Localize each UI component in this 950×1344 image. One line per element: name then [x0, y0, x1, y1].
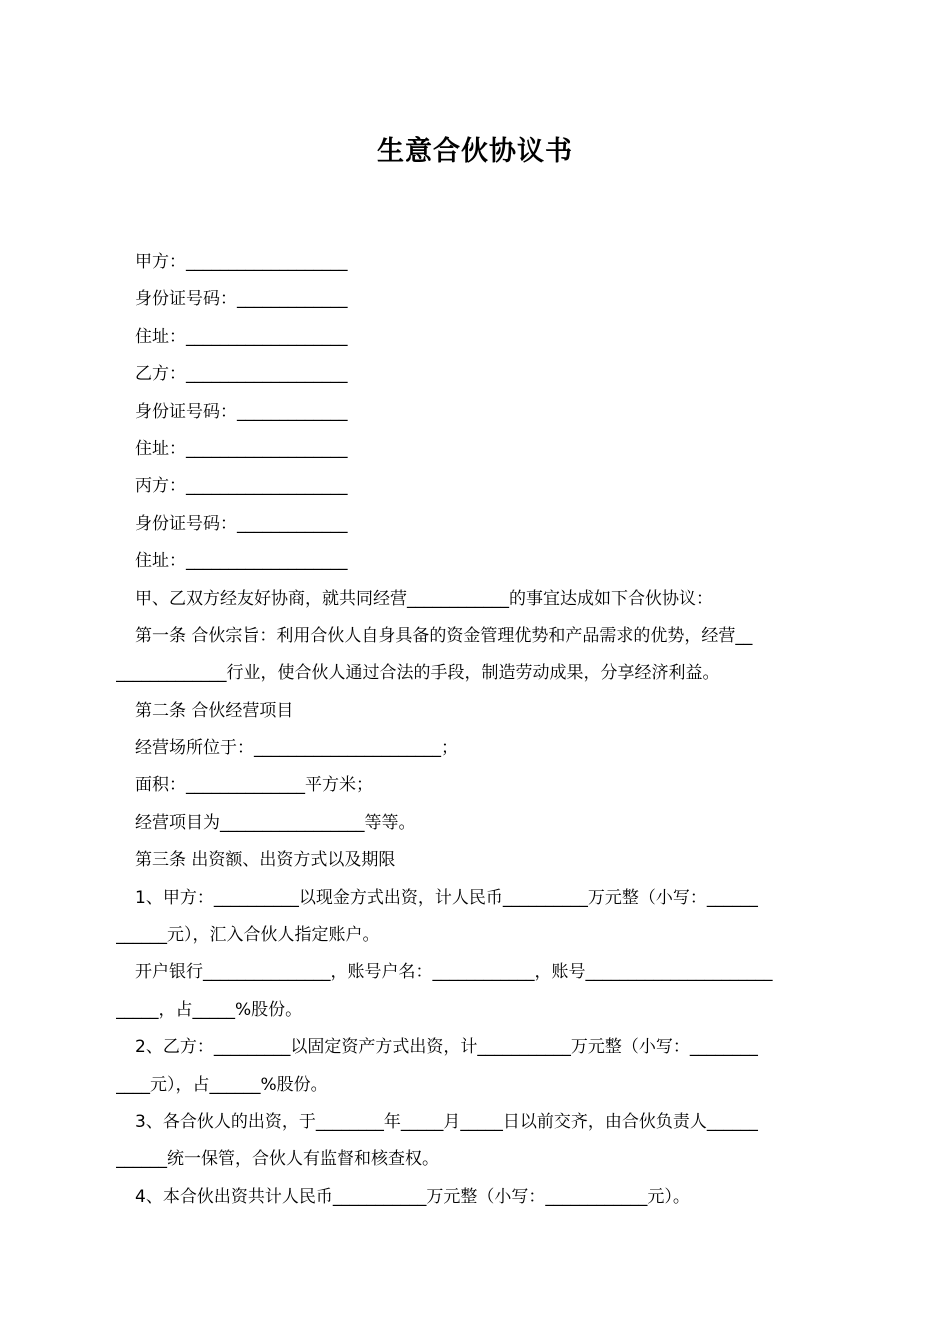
document-body — [116, 244, 836, 1216]
article-3-heading: 第三条 出资额、出资方式以及期限 — [135, 850, 396, 871]
party-b-id-line: 身份证号码：_____________ — [135, 401, 348, 422]
business-items-line: 经营项目为_________________等等。 — [135, 812, 416, 833]
bank-account-line-1: 开户银行_______________，账号户名：____________，账号______________________ — [135, 962, 773, 983]
area-line: 面积：______________平方米； — [135, 775, 373, 796]
party-b-address-line: 住址：___________________ — [135, 438, 348, 459]
bank-account-line-2: _____，占_____%股份。 — [116, 999, 303, 1020]
document-title: 生意合伙协议书 — [377, 136, 573, 167]
party-b-line: 乙方：___________________ — [135, 364, 348, 385]
party-c-address-line: 住址：___________________ — [135, 551, 348, 572]
article-1-line-2: _____________行业，使合伙人通过合法的手段，制造劳动成果，分享经济利益。 — [116, 663, 720, 684]
party-c-id-line: 身份证号码：_____________ — [135, 513, 348, 534]
business-location-line: 经营场所位于：______________________； — [135, 738, 458, 759]
agreement-intro-line: 甲、乙双方经友好协商，就共同经营____________的事宜达成如下合伙协议： — [135, 588, 713, 609]
party-a-address-line: 住址：___________________ — [135, 326, 348, 347]
contribution-deadline-line-2: ______统一保管，合伙人有监督和核查权。 — [116, 1149, 439, 1170]
party-a-contribution-line-2: ______元），汇入合伙人指定账户。 — [116, 925, 380, 946]
party-a-line: 甲方：___________________ — [135, 252, 348, 272]
article-2-heading: 第二条 合伙经营项目 — [135, 700, 294, 721]
total-contribution-line: 4、本合伙出资共计人民币___________万元整（小写：____________元）。 — [135, 1186, 690, 1207]
contribution-deadline-line-1: 3、各合伙人的出资，于________年_____月_____日以前交齐，由合伙负责人______ — [135, 1111, 758, 1132]
article-1-line-1: 第一条 合伙宗旨：利用合伙人自身具备的资金管理优势和产品需求的优势，经营__ — [135, 625, 753, 646]
party-a-contribution-line-1: 1、甲方：__________以现金方式出资，计人民币__________万元整（小写：______ — [135, 887, 758, 908]
party-a-id-line: 身份证号码：_____________ — [135, 289, 348, 310]
party-b-contribution-line-1: 2、乙方：_________以固定资产方式出资，计___________万元整（小写：________ — [135, 1037, 758, 1058]
party-c-line: 丙方：___________________ — [135, 476, 348, 497]
party-b-contribution-line-2: ____元），占______%股份。 — [116, 1074, 328, 1095]
